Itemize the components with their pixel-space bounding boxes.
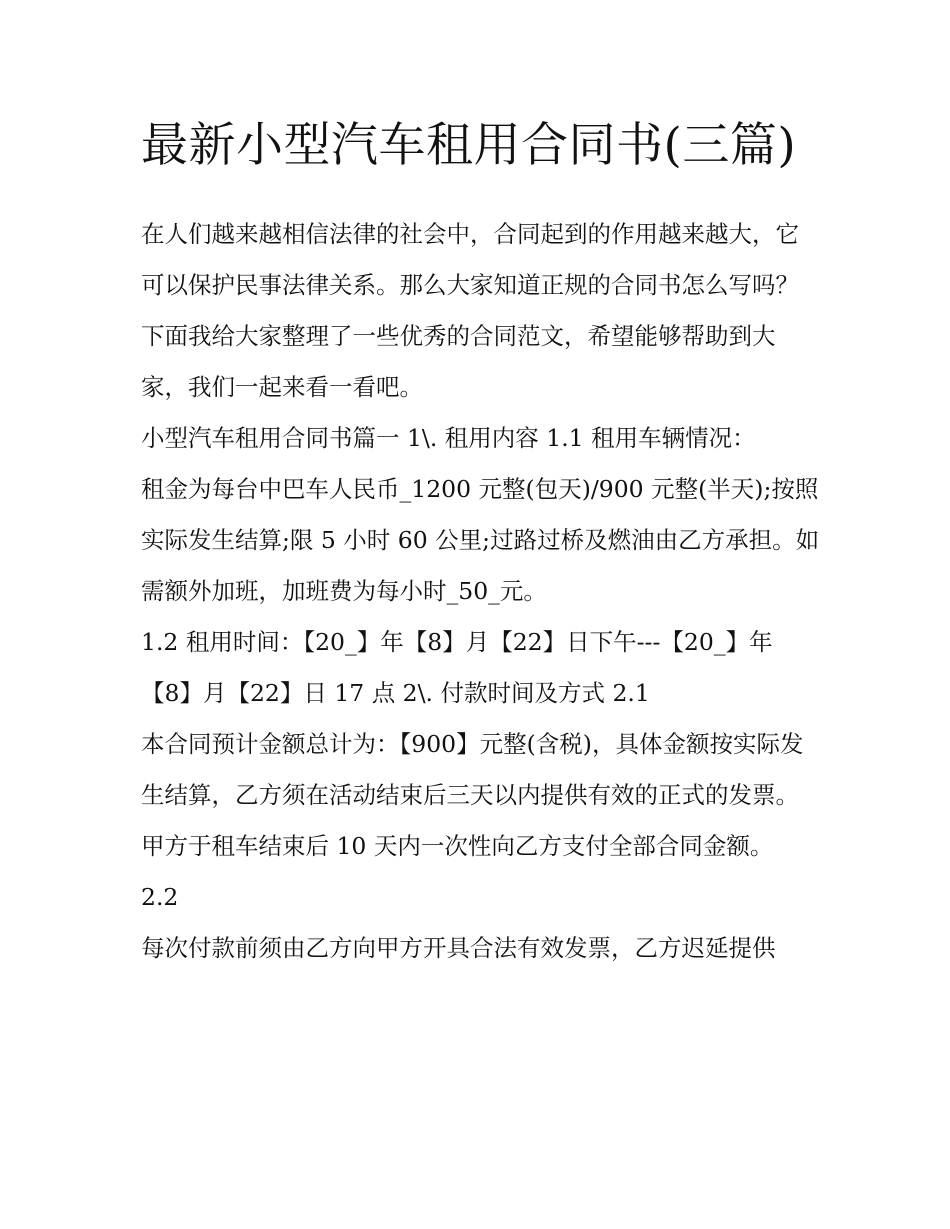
paragraph-invoice: 每次付款前须由乙方向甲方开具合法有效发票，乙方迟延提供 xyxy=(141,934,776,962)
paragraph-section-1-heading: 小型汽车租用合同书篇一 1\. 租用内容 1.1 租用车辆情况： xyxy=(141,424,756,452)
paragraph-rental-time: 1.2 租用时间：【20_】年【8】月【22】日下午---【20_】年【8】月【22】日 17 点 2\. 付款时间及方式 2.1 xyxy=(141,628,773,707)
paragraph-clause-2-2: 2.2 xyxy=(141,883,179,911)
document-body xyxy=(141,209,821,974)
document-page xyxy=(141,112,821,974)
document-title: 最新小型汽车租用合同书(三篇) xyxy=(141,118,797,173)
paragraph-intro: 在人们越来越相信法律的社会中，合同起到的作用越来越大，它可以保护民事法律关系。那么大家知道正规的合同书怎么写吗？下面我给大家整理了一些优秀的合同范文，希望能够帮助到大家，我们一起来看一看吧。 xyxy=(141,220,799,401)
paragraph-rent: 租金为每台中巴车人民币_1200 元整(包天)/900 元整(半天);按照实际发生结算;限 5 小时 60 公里;过路过桥及燃油由乙方承担。如需额外加班，加班费为每小时_50_元。 xyxy=(141,475,820,605)
paragraph-contract-amount: 本合同预计金额总计为：【900】元整(含税)，具体金额按实际发生结算，乙方须在活动结束后三天以内提供有效的正式的发票。甲方于租车结束后 10 天内一次性向乙方支付全部合同金额。 xyxy=(141,730,804,860)
